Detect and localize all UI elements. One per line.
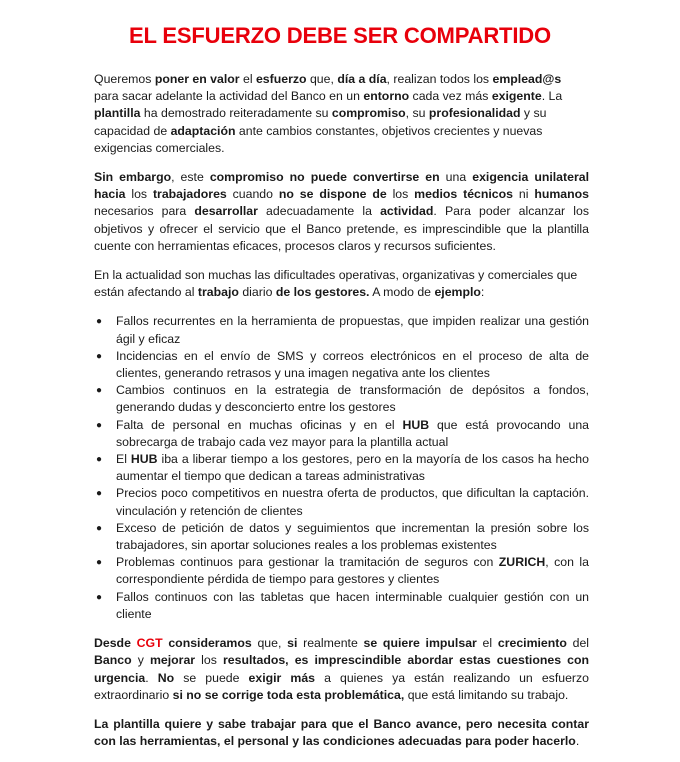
text-run: cuando	[226, 187, 279, 202]
emphasis-brand: CGT	[136, 636, 163, 651]
text-run: El	[116, 452, 131, 467]
bullet-icon: ●	[96, 316, 103, 328]
text-run: los	[125, 187, 153, 202]
difficulties-list	[94, 313, 589, 623]
text-run: En la actualidad son muchas las dificultades operativas, organizativas y comerciales que están afectando al	[94, 268, 578, 300]
text-run: que está provocando una sobrecarga de trabajo cada vez mayor para la plantilla actual	[116, 417, 589, 449]
emphasis-text: ZURICH	[498, 555, 546, 570]
text-run: se puede	[174, 670, 249, 685]
text-run: Precios poco competitivos en nuestra oferta de productos, que dificultan la captación. vinculación y retención de clientes	[116, 486, 589, 518]
bullet-icon: ●	[96, 454, 103, 466]
emphasis-text: resultados, es imprescindible abordar estas cuestiones con urgencia	[94, 653, 589, 685]
emphasis-text: HUB	[402, 417, 430, 432]
emphasis-text: si	[287, 636, 298, 651]
bullet-icon: ●	[96, 591, 103, 603]
text-run: . Para poder alcanzar los objetivos y ofrecer el servicio que el Banco pretende, es imprescindible que la plantilla cuente con herramientas eficaces, procesos claros y recursos suficientes.	[94, 204, 589, 253]
emphasis-text: de los gestores.	[275, 285, 370, 300]
list-item	[94, 382, 589, 416]
text-run: :	[480, 285, 485, 300]
emphasis-text: profesionalidad	[428, 106, 521, 121]
emphasis-text: se quiere impulsar	[363, 636, 477, 651]
bullet-icon: ●	[96, 385, 103, 397]
emphasis-text: compromiso	[331, 106, 406, 121]
emphasis-text: medios técnicos	[414, 187, 513, 202]
text-run: los	[386, 187, 415, 202]
text-run: para sacar adelante la actividad del Banco en un	[94, 89, 364, 104]
emphasis-text: HUB	[130, 452, 158, 467]
emphasis-text: Desde	[94, 636, 137, 651]
emphasis-text: crecimiento	[497, 636, 567, 651]
text-run: a quienes ya están realizando un esfuerzo extraordinario	[94, 670, 589, 702]
text-run: Cambios continuos en la estrategia de transformación de depósitos a fondos, generando dudas y desconcierto entre los gestores	[116, 383, 589, 415]
bullet-icon: ●	[96, 419, 103, 431]
text-run: y su capacidad de	[94, 106, 547, 138]
emphasis-text: mejorar	[149, 653, 196, 668]
text-run: el	[476, 636, 498, 651]
emphasis-text: trabajadores	[152, 187, 227, 202]
text-run: necesarios para	[94, 204, 195, 219]
text-run: Fallos recurrentes en la herramienta de propuestas, que impiden realizar una gestión ágil y eficaz	[116, 314, 589, 346]
bullet-icon: ●	[96, 522, 103, 534]
text-run: del	[566, 636, 590, 651]
text-run: cada vez más	[409, 89, 492, 104]
emphasis-text: exigencia unilateral hacia	[94, 170, 589, 202]
list-item	[94, 554, 589, 588]
emphasis-text: exigente	[491, 89, 542, 104]
emphasis-text: Sin embargo	[94, 170, 172, 185]
text-run: los	[195, 653, 223, 668]
emphasis-text: no se dispone de	[278, 187, 387, 202]
emphasis-text: trabajo	[197, 285, 239, 300]
emphasis-text: No	[157, 670, 175, 685]
text-run: una	[439, 170, 473, 185]
paragraph-p5	[94, 716, 589, 750]
list-item	[94, 485, 589, 519]
emphasis-text: humanos	[534, 187, 589, 202]
text-run: , realizan todos los	[386, 72, 493, 86]
text-run: Exceso de petición de datos y seguimientos que incrementan la presión sobre los trabajadores, sin aportar soluciones reales a los problemas existentes	[116, 520, 589, 553]
emphasis-text: desarrollar	[194, 204, 258, 219]
intro-section	[94, 71, 589, 301]
text-run: iba a liberar tiempo a los gestores, pero en la mayoría de los casos ha hecho aumentar el tiempo que dedican a tareas administrativas	[116, 452, 589, 484]
bullet-icon: ●	[96, 350, 103, 362]
emphasis-text: consideramos	[168, 636, 252, 651]
list-item	[94, 348, 589, 382]
text-run: .	[575, 734, 580, 749]
emphasis-text: si no se corrige toda esta problemática,	[172, 687, 405, 702]
list-item	[94, 417, 589, 451]
emphasis-text: exigir más	[248, 670, 316, 685]
list-item	[94, 451, 589, 485]
text-run: . La	[541, 89, 563, 104]
text-run: .	[145, 670, 158, 685]
text-run: Falta de personal en muchas oficinas y en el	[116, 417, 403, 432]
bullet-icon: ●	[96, 488, 103, 500]
text-run: Problemas continuos para gestionar la tramitación de seguros con	[116, 555, 499, 570]
text-run: A modo de	[369, 285, 435, 300]
text-run: realmente	[297, 636, 364, 651]
text-run: adecuadamente la	[257, 204, 381, 219]
emphasis-text: Banco	[94, 653, 132, 668]
bullet-icon: ●	[96, 557, 103, 569]
emphasis-text: plantilla	[94, 106, 141, 121]
paragraph-p2	[94, 169, 589, 255]
emphasis-text: La plantilla quiere y sabe trabajar para que el Banco avance, pero necesita contar con las herramientas, el personal y las condiciones adecuadas para poder hacerlo	[94, 716, 589, 749]
text-run: , su	[405, 106, 429, 121]
emphasis-text: actividad	[380, 204, 434, 219]
emphasis-text: compromiso no puede convertirse en	[209, 170, 440, 185]
text-run: que está limitando su trabajo.	[404, 687, 569, 702]
text-run: que,	[306, 72, 338, 86]
list-item	[94, 589, 589, 623]
text-run: , con la correspondiente pérdida de tiempo para gestores y clientes	[116, 555, 589, 587]
emphasis-text: adaptación	[170, 123, 236, 138]
emphasis-text: entorno	[363, 89, 410, 104]
closing-section	[94, 635, 589, 750]
text-run: Queremos	[94, 72, 155, 86]
emphasis-text: día a día	[337, 72, 387, 86]
emphasis-text: ejemplo	[434, 285, 481, 300]
list-item	[94, 313, 589, 347]
document-title: EL ESFUERZO DEBE SER COMPARTIDO	[129, 23, 551, 49]
text-run: el	[239, 72, 256, 86]
text-run: ante cambios constantes, objetivos crecientes y nuevas exigencias comerciales.	[94, 123, 543, 155]
emphasis-text: poner en valor	[154, 72, 240, 86]
paragraph-p4	[94, 635, 589, 704]
paragraph-p1	[94, 71, 589, 157]
text-run: ni	[513, 187, 535, 202]
text-run: que,	[251, 636, 288, 651]
text-run: Fallos continuos con las tabletas que hacen interminable cualquier gestión con un cliente	[116, 589, 589, 621]
emphasis-text: emplead@s	[492, 72, 562, 86]
text-run: , este	[171, 170, 210, 185]
text-run: y	[131, 653, 150, 668]
list-item	[94, 520, 589, 554]
text-run: diario	[238, 285, 276, 300]
text-run: Incidencias en el envío de SMS y correos electrónicos en el proceso de alta de clientes, generando retrasos y una imagen negativa ante los clientes	[116, 348, 589, 381]
emphasis-text: esfuerzo	[255, 72, 307, 86]
document-body	[94, 71, 589, 762]
paragraph-p3	[94, 267, 589, 301]
text-run: ha demostrado reiteradamente su	[140, 106, 332, 121]
